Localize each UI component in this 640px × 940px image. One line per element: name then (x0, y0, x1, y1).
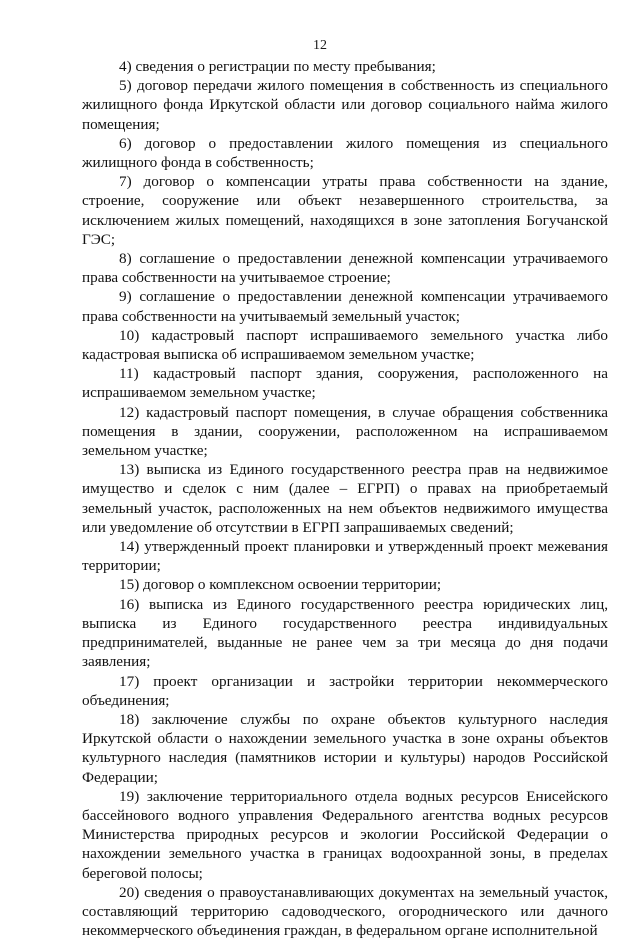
list-item-8: 8) соглашение о предоставлении денежной компенсации утрачиваемого права собственности на учитываемое строение; (82, 250, 608, 287)
list-item-18: 18) заключение службы по охране объектов культурного наследия Иркутской области о нахождении земельного участка в зоне охраны объектов культурного наследия (памятников истории и культуры) народов Российской Федерации; (82, 710, 608, 786)
list-item-14: 14) утвержденный проект планировки и утвержденный проект межевания территории; (82, 538, 608, 575)
list-item-10: 10) кадастровый паспорт испрашиваемого земельного участка либо кадастровая выписка об испрашиваемом земельном участке; (82, 326, 608, 364)
list-item-7: 7) договор о компенсации утраты права собственности на здание, строение, сооружение или объект незавершенного строительства, за исключением жилых помещений, находящихся в зоне затопления Богучанской ГЭС; (82, 173, 608, 248)
list-item-20: 20) сведения о правоустанавливающих документах на земельный участок, составляющий территорию садоводческого, огороднического или дачного некоммерческого объединения граждан, в федеральном органе исполнительной (82, 883, 608, 940)
list-item-15: 15) договор о комплексном освоении территории; (119, 576, 442, 594)
list-item-17: 17) проект организации и застройки территории некоммерческого объединения; (82, 672, 608, 709)
list-item-5: 5) договор передачи жилого помещения в собственность из специального жилищного фонда Иркутской области или договор социального найма жилого помещения; (82, 77, 608, 133)
list-item-9: 9) соглашение о предоставлении денежной компенсации утрачиваемого права собственности на учитываемый земельный участок; (82, 288, 608, 325)
list-item-19: 19) заключение территориального отдела водных ресурсов Енисейского бассейнового водного управления Федерального агентства водных ресурсов Министерства природных ресурсов и экологии Российской Федерации о нахождении земельного участка в границах водоохранной зоны, в пределах береговой полосы; (82, 787, 608, 882)
list-item-12: 12) кадастровый паспорт помещения, в случае обращения собственника помещения в здании, сооружении, расположенном на испрашиваемом земельном участке; (82, 403, 608, 460)
list-item-13: 13) выписка из Единого государственного реестра прав на недвижимое имущество и сделок с ним (далее – ЕГРП) о правах на приобретаемый земельный участок, расположенных на нем объектов недвижимого имущества или уведомление об отсутствии в ЕГРП запрашиваемых сведений; (82, 461, 608, 536)
list-item-4: 4) сведения о регистрации по месту пребывания; (119, 58, 436, 75)
page-number: 12 (313, 38, 327, 53)
list-item-16: 16) выписка из Единого государственного реестра юридических лиц, выписка из Единого государственного реестра индивидуальных предпринимателей, выданные не ранее чем за три месяца до дня подачи заявления; (82, 595, 608, 671)
list-item-6: 6) договор о предоставлении жилого помещения из специального жилищного фонда в собственность; (82, 134, 608, 172)
list-item-11: 11) кадастровый паспорт здания, сооружения, расположенного на испрашиваемом земельном участке; (82, 365, 608, 402)
document-body (82, 57, 608, 940)
